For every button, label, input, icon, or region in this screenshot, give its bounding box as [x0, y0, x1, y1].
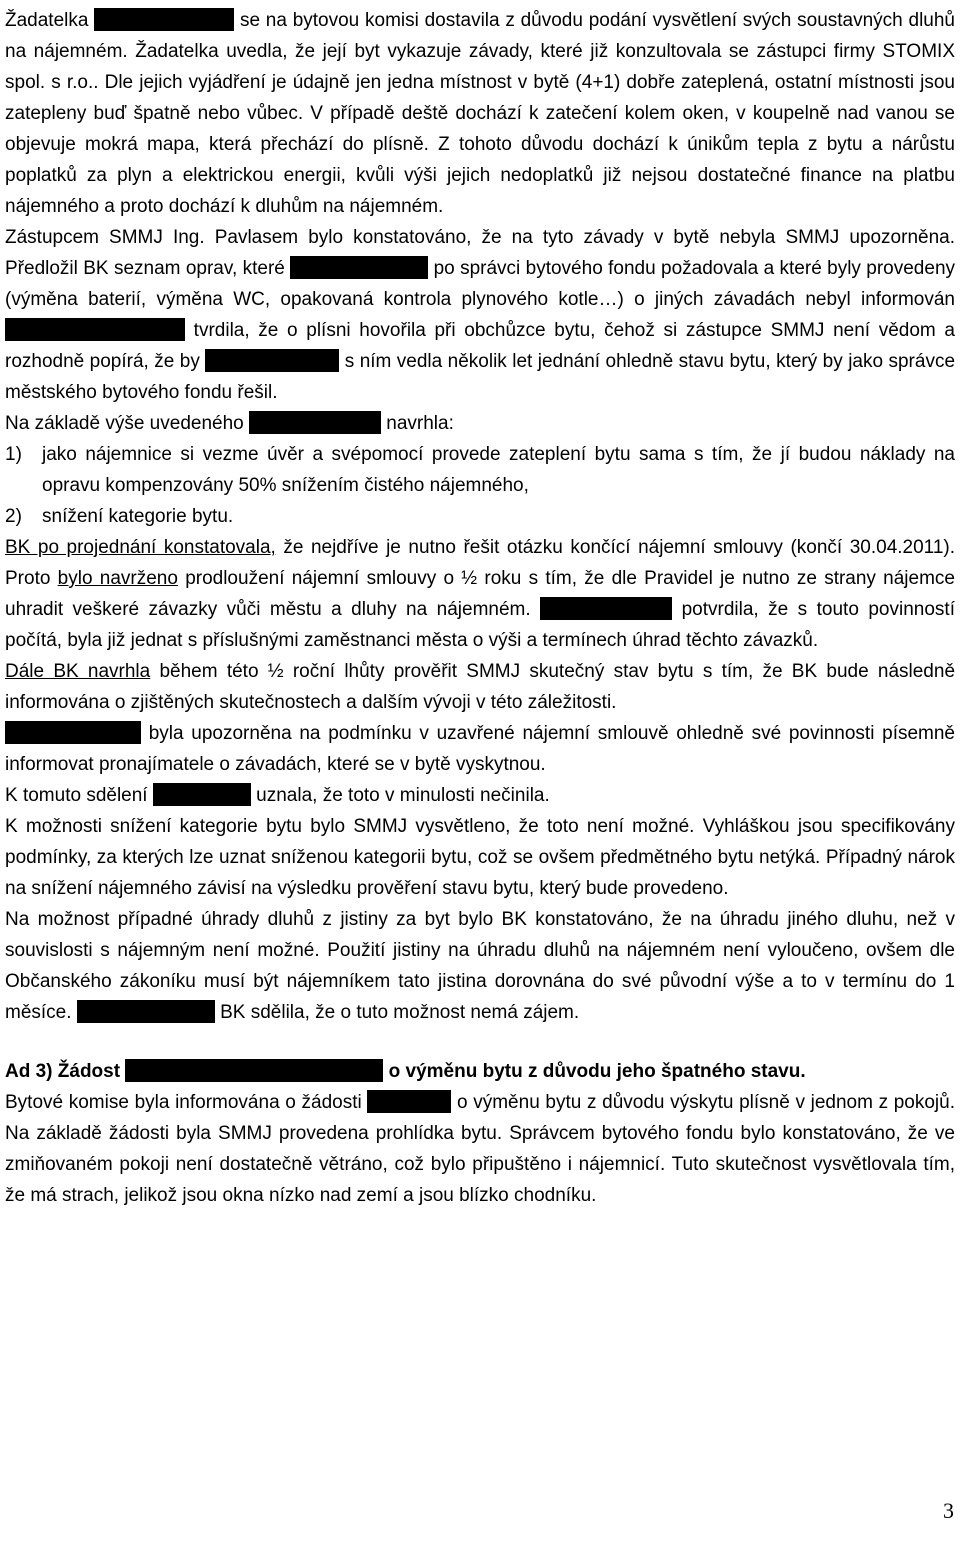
redaction-bar	[205, 349, 339, 372]
redaction-bar	[153, 783, 251, 806]
paragraph-2	[5, 222, 955, 408]
paragraph-6	[5, 718, 955, 780]
page-number: 3	[943, 1498, 954, 1523]
list-text: snížení kategorie bytu.	[42, 506, 234, 527]
redaction-bar	[367, 1090, 451, 1113]
text: že nejdříve je nutno řešit otázku končící nájemní smlouvy (končí 30.04.2011). Proto	[5, 537, 956, 589]
section-heading	[5, 1056, 955, 1087]
underlined-text: BK po projednání konstatovala,	[5, 537, 276, 558]
text: prodloužení nájemní smlouvy o ½ roku s tím, že dle Pravidel je nutno ze strany nájemce uhradit veškeré závazky vůči městu a dluhy na nájemném.	[5, 568, 955, 620]
text: o výměnu bytu z důvodu výskytu plísně v jednom z pokojů. Na základě žádosti byla SMMJ provedena prohlídka bytu. Správcem bytového fondu bylo konstatováno, že ve zmiňovaném pokoji není dostatečně větráno, což bylo připuštěno i nájemnicí. Tuto skutečnost vysvětlovala tím, že má strach, jelikož jsou okna nízko nad zemí a jsou blízko chodníku.	[5, 1092, 955, 1206]
text: Žadatelka	[5, 10, 89, 31]
text: po správci bytového fondu požadovala a které byly provedeny (výměna baterií, výměna WC, opakovaná kontrola plynového kotle…) o jiných závadách nebyl informován	[5, 258, 956, 310]
text: s ním vedla několik let jednání ohledně stavu bytu, který by jako správce městského bytového fondu řešil.	[5, 351, 956, 403]
text: navrhla:	[386, 413, 454, 434]
text: Na možnost případné úhrady dluhů z jistiny za byt bylo BK konstatováno, že na úhradu jiného dluhu, než v souvislosti s nájemným není možné. Použití jistiny na úhradu dluhů na nájemném není vyloučeno, ovšem dle Občanského zákoníku musí být nájemníkem tato jistina dorovnána do své původní výše a to v termínu do 1 měsíce.	[5, 909, 955, 1023]
text: se na bytovou komisi dostavila z důvodu podání vysvětlení svých soustavných dluhů na nájemném. Žadatelka uvedla, že její byt vykazuje závady, které již konzultovala se zástupci firmy STOMIX spol. s r.o.. Dle jejich vyjádření je údajně jen jedna místnost v bytě (4+1) dobře zateplená, ostatní místnosti jsou zatepleny buď špatně nebo vůbec. V případě deště dochází k zatečení kolem oken, v koupelně nad vanou se objevuje mokrá mapa, která přechází do plísně. Z tohoto důvodu dochází k únikům tepla z bytu a nárůstu poplatků za plyn a elektrickou energii, kvůli výši jejich nedoplatků již nejsou dostatečné finance na platbu nájemného a proto dochází k dluhům na nájemném.	[5, 10, 955, 217]
text: K možnosti snížení kategorie bytu bylo SMMJ vysvětleno, že toto není možné. Vyhláškou jsou specifikovány podmínky, za kterých lze uznat sníženou kategorii bytu, což se ovšem předmětného bytu netýká. Případný nárok na snížení nájemného závisí na výsledku prověření stavu bytu, který bude provedeno.	[5, 816, 955, 899]
text: během této ½ roční lhůty prověřit SMMJ skutečný stav bytu s tím, že BK bude následně informována o zjištěných skutečnostech a dalším vývoji v této záležitosti.	[5, 661, 956, 713]
paragraph-4	[5, 532, 955, 656]
redaction-bar	[249, 411, 381, 434]
redaction-bar	[77, 1000, 215, 1023]
paragraph-5	[5, 656, 955, 718]
underlined-text: Dále BK navrhla	[5, 661, 151, 682]
list-item	[5, 439, 955, 501]
paragraph-7	[5, 780, 955, 811]
text: BK sdělila, že o tuto možnost nemá zájem.	[220, 1002, 580, 1023]
list-number: 1)	[5, 444, 22, 465]
list-number: 2)	[5, 506, 22, 527]
redaction-bar	[5, 318, 185, 341]
text: byla upozorněna na podmínku v uzavřené nájemní smlouvě ohledně své povinnosti písemně informovat pronajímatele o závadách, které se v bytě vyskytnou.	[5, 723, 955, 775]
paragraph-9	[5, 904, 955, 1028]
redaction-bar	[290, 256, 428, 279]
paragraph-8	[5, 811, 955, 904]
text: K tomuto sdělení	[5, 785, 148, 806]
redaction-bar	[5, 721, 141, 744]
text: o výměnu bytu z důvodu jeho špatného stavu.	[388, 1061, 806, 1082]
text: Na základě výše uvedeného	[5, 413, 244, 434]
paragraph-10	[5, 1087, 955, 1211]
redaction-bar	[540, 597, 672, 620]
text: potvrdila, že s touto povinností počítá, byla již jednat s příslušnými zaměstnanci města o výši a termínech úhrad těchto závazků.	[5, 599, 955, 651]
text: Ad 3) Žádost	[5, 1061, 121, 1082]
redaction-bar	[94, 8, 234, 31]
paragraph-3	[5, 408, 955, 439]
text: Bytové komise byla informována o žádosti	[5, 1092, 362, 1113]
underlined-text: bylo navrženo	[57, 568, 178, 589]
paragraph-1	[5, 5, 955, 222]
text: tvrdila, že o plísni hovořila při obchůzce bytu, čehož si zástupce SMMJ není vědom a rozhodně popírá, že by	[5, 320, 955, 372]
text: Zástupcem SMMJ Ing. Pavlasem bylo konstatováno, že na tyto závady v bytě nebyla SMMJ upozorněna. Předložil BK seznam oprav, které	[5, 227, 955, 279]
redaction-bar	[125, 1059, 383, 1082]
list-item	[5, 501, 955, 532]
spacer	[5, 1028, 955, 1056]
text: uznala, že toto v minulosti nečinila.	[256, 785, 550, 806]
list-text: jako nájemnice si vezme úvěr a svépomocí provede zateplení bytu sama s tím, že jí budou náklady na opravu kompenzovány 50% snížením čistého nájemného,	[42, 444, 955, 496]
proposal-list	[5, 439, 955, 532]
